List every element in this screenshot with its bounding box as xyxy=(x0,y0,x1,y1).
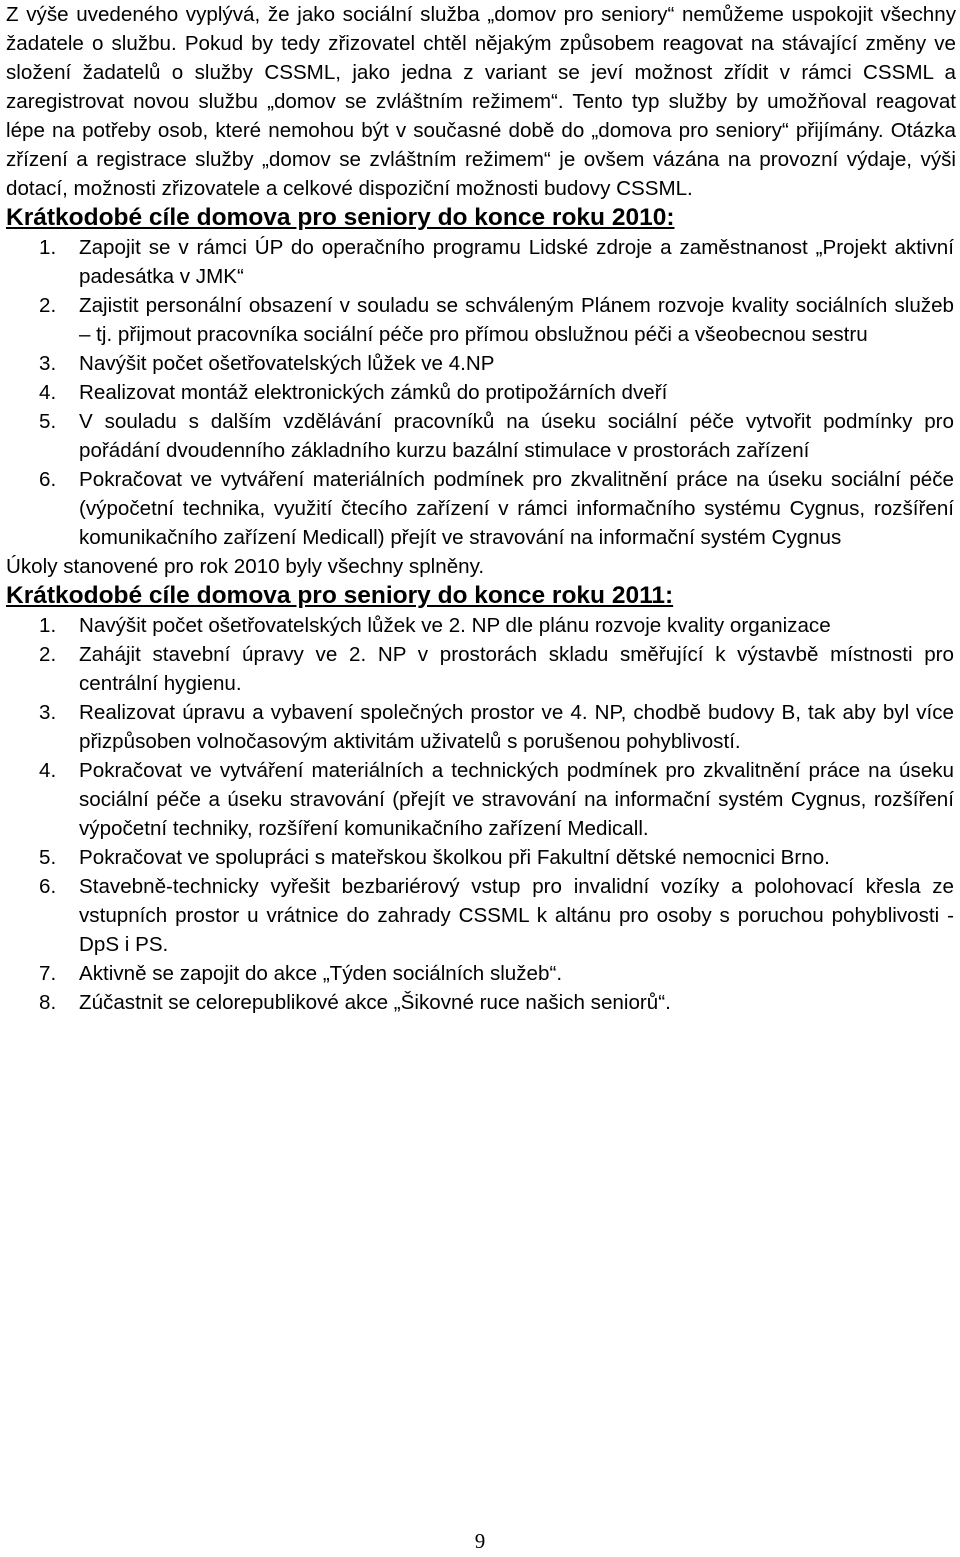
list-item-text: V souladu s dalším vzdělávání pracovníků na úseku sociální péče vytvořit podmínky pro pořádání dvoudenního základního kurzu bazální stimulace v prostorách zařízení xyxy=(79,410,954,462)
list-item-number: 7. xyxy=(39,962,57,985)
intro-paragraph: Z výše uvedeného vyplývá, že jako sociální služba „domov pro seniory“ nemůžeme uspokojit všechny žadatele o službu. Pokud by tedy zřizovatel chtěl nějakým způsobem reagovat na stávající změny ve složení žadatelů o služby CSSML, jako jedna z variant se jeví možnost zřídit v rámci CSSML a zaregistrovat novou službu „domov se zvláštním režimem“. Tento typ služby by umožňoval reagovat lépe na potřeby osob, které nemohou být v současné době do „domova pro seniory“ přijímány. Otázka zřízení a registrace služby „domov se zvláštním režimem“ je ovšem vázána na provozní výdaje, výši dotací, možnosti zřizovatele a celkové dispoziční možnosti budovy CSSML. xyxy=(6,3,956,200)
list-item xyxy=(6,872,956,959)
goals-2011-list xyxy=(6,611,956,1017)
list-item-number: 5. xyxy=(39,410,57,433)
list-item-number: 2. xyxy=(39,294,57,317)
list-item-number: 4. xyxy=(39,759,57,782)
list-item xyxy=(6,465,956,552)
list-item xyxy=(6,611,956,640)
list-item-number: 6. xyxy=(39,468,57,491)
list-item-number: 2. xyxy=(39,643,57,666)
list-item-number: 4. xyxy=(39,381,57,404)
list-item xyxy=(6,291,956,349)
goals-2010-heading: Krátkodobé cíle domova pro seniory do konce roku 2010: xyxy=(6,204,675,231)
list-item-number: 5. xyxy=(39,846,57,869)
list-item-text: Zahájit stavební úpravy ve 2. NP v prostorách skladu směřující k výstavbě místnosti pro centrální hygienu. xyxy=(79,643,954,695)
list-item-text: Realizovat montáž elektronických zámků do protipožárních dveří xyxy=(79,381,668,404)
list-item-number: 1. xyxy=(39,236,57,259)
list-item-text: Navýšit počet ošetřovatelských lůžek ve 2. NP dle plánu rozvoje kvality organizace xyxy=(79,614,831,637)
document-page xyxy=(6,0,956,1017)
list-item-text: Pokračovat ve spolupráci s mateřskou školkou při Fakultní dětské nemocnici Brno. xyxy=(79,846,830,869)
list-item xyxy=(6,843,956,872)
list-item-number: 3. xyxy=(39,701,57,724)
list-item-text: Pokračovat ve vytváření materiálních a technických podmínek pro zkvalitnění práce na úseku sociální péče a úseku stravování (přejít ve stravování na informační systém Cygnus, rozšíření výpočetní techniky, rozšíření komunikačního zařízení Medicall. xyxy=(79,759,954,840)
list-item xyxy=(6,756,956,843)
list-item-number: 6. xyxy=(39,875,57,898)
list-item xyxy=(6,378,956,407)
list-item-text: Pokračovat ve vytváření materiálních podmínek pro zkvalitnění práce na úseku sociální péče (výpočetní technika, využití čtecího zařízení v rámci informačního systému Cygnus, rozšíření komunikačního zařízení Medicall) přejít ve stravování na informační systém Cygnus xyxy=(79,468,954,549)
goals-2010-list xyxy=(6,233,956,552)
list-item-text: Zapojit se v rámci ÚP do operačního programu Lidské zdroje a zaměstnanost „Projekt aktivní padesátka v JMK“ xyxy=(79,236,954,288)
list-item-text: Zajistit personální obsazení v souladu se schváleným Plánem rozvoje kvality sociálních služeb – tj. přijmout pracovníka sociální péče pro přímou obslužnou péči a všeobecnou sestru xyxy=(79,294,954,346)
list-item-text: Realizovat úpravu a vybavení společných prostor ve 4. NP, chodbě budovy B, tak aby byl více přizpůsoben volnočasovým aktivitám uživatelů s porušenou pohyblivostí. xyxy=(79,701,954,753)
list-item-number: 3. xyxy=(39,352,57,375)
list-item-text: Stavebně-technicky vyřešit bezbariérový vstup pro invalidní vozíky a polohovací křesla ze vstupních prostor u vrátnice do zahrady CSSML k altánu pro osoby s poruchou pohyblivosti - DpS i PS. xyxy=(79,875,954,956)
page-number: 9 xyxy=(474,1529,486,1553)
goals-2011-heading: Krátkodobé cíle domova pro seniory do konce roku 2011: xyxy=(6,582,674,609)
list-item xyxy=(6,698,956,756)
list-item xyxy=(6,640,956,698)
list-item xyxy=(6,349,956,378)
list-item xyxy=(6,988,956,1017)
goals-2010-summary: Úkoly stanovené pro rok 2010 byly všechny splněny. xyxy=(6,555,485,578)
list-item-text: Zúčastnit se celorepublikové akce „Šikovné ruce našich seniorů“. xyxy=(79,991,671,1014)
list-item xyxy=(6,233,956,291)
list-item-text: Aktivně se zapojit do akce „Týden sociálních služeb“. xyxy=(79,962,563,985)
list-item xyxy=(6,407,956,465)
list-item-number: 1. xyxy=(39,614,57,637)
list-item-number: 8. xyxy=(39,991,57,1014)
list-item xyxy=(6,959,956,988)
list-item-text: Navýšit počet ošetřovatelských lůžek ve 4.NP xyxy=(79,352,495,375)
